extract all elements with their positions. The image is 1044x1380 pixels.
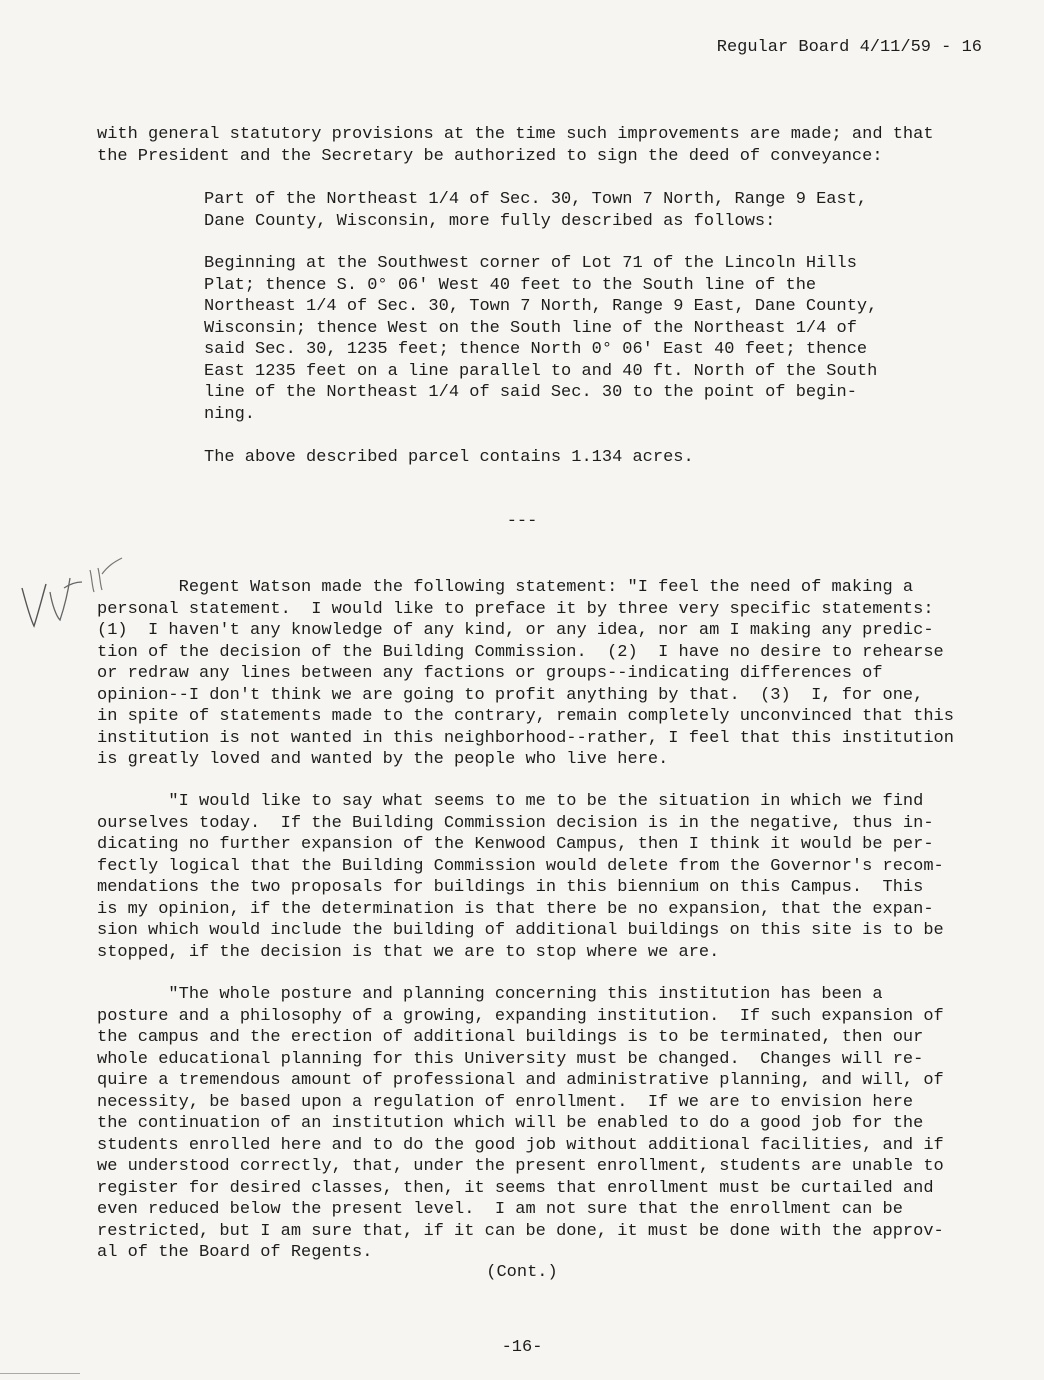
intro-paragraph (97, 124, 934, 167)
text-line: "I would like to say what seems to me to be the situation in which we find (97, 792, 924, 811)
text-line: Dane County, Wisconsin, more fully described as follows: (204, 211, 776, 231)
text-line: line of the Northeast 1/4 of said Sec. 30 to the point of begin- (204, 383, 857, 402)
text-line: Wisconsin; thence West on the South line of the Northeast 1/4 of (204, 318, 857, 338)
text-line: restricted, but I am sure that, if it can be done, it must be done with the approv- (97, 1221, 944, 1241)
text-line: whole educational planning for this University must be changed. Changes will re- (97, 1049, 924, 1069)
text-line: East 1235 feet on a line parallel to and 40 ft. North of the South (204, 361, 878, 381)
text-line: fectly logical that the Building Commission would delete from the Governor's recom- (97, 856, 944, 876)
text-line: Plat; thence S. 0° 06' West 40 feet to the South line of the (204, 275, 817, 295)
watson-statement-paragraph-1 (97, 577, 954, 771)
watson-statement-paragraph-2 (97, 791, 944, 963)
text-line: Part of the Northeast 1/4 of Sec. 30, Town 7 North, Range 9 East, (204, 190, 868, 209)
text-line: with general statutory provisions at the time such improvements are made; and that (97, 125, 934, 144)
text-line: quire a tremendous amount of professional and administrative planning, and will, of (97, 1071, 944, 1090)
text-line: tion of the decision of the Building Commission. (2) I have no desire to rehearse (97, 642, 944, 662)
scan-edge-mark (0, 1373, 80, 1380)
section-separator: --- (506, 512, 538, 531)
page-header: Regular Board 4/11/59 - 16 (716, 38, 982, 57)
text-line: register for desired classes, then, it seems that enrollment must be curtailed and (97, 1178, 934, 1198)
parcel-heading (204, 189, 867, 232)
text-line: ning. (204, 404, 256, 424)
text-line: mendations the two proposals for buildings in this biennium on this Campus. This (97, 878, 924, 897)
text-line: ourselves today. If the Building Commission decision is in the negative, thus in- (97, 813, 934, 833)
text-line: Regent Watson made the following statement: "I feel the need of making a (97, 578, 914, 597)
parcel-acreage: The above described parcel contains 1.134 acres. (204, 448, 694, 467)
text-line: (1) I haven't any knowledge of any kind, or any idea, nor am I making any predic- (97, 621, 934, 640)
text-line: al of the Board of Regents. (97, 1243, 373, 1262)
watson-statement-paragraph-3 (97, 984, 944, 1264)
text-line: we understood correctly, that, under the present enrollment, students are unable to (97, 1157, 944, 1176)
text-line: Beginning at the Southwest corner of Lot 71 of the Lincoln Hills (204, 254, 857, 273)
text-line: sion which would include the building of additional buildings on this site is to be (97, 921, 944, 940)
text-line: or redraw any lines between any factions or groups--indicating differences of (97, 664, 883, 683)
parcel-description (204, 253, 877, 425)
text-line: Northeast 1/4 of Sec. 30, Town 7 North, Range 9 East, Dane County, (204, 297, 878, 316)
text-line: even reduced below the present level. I am not sure that the enrollment can be (97, 1200, 903, 1219)
text-line: the campus and the erection of additional buildings is to be terminated, then our (97, 1028, 924, 1047)
continued-marker: (Cont.) (486, 1263, 558, 1282)
text-line: is greatly loved and wanted by the people who live here. (97, 750, 669, 769)
text-line: personal statement. I would like to preface it by three very specific statements: (97, 599, 934, 619)
text-line: the President and the Secretary be authorized to sign the deed of conveyance: (97, 146, 883, 166)
text-line: "The whole posture and planning concerning this institution has been a (97, 985, 883, 1004)
text-line: said Sec. 30, 1235 feet; thence North 0° 06' East 40 feet; thence (204, 340, 868, 359)
text-line: is my opinion, if the determination is that there be no expansion, that the expan- (97, 899, 934, 919)
text-line: in spite of statements made to the contrary, remain completely unconvinced that this (97, 707, 954, 726)
text-line: dicating no further expansion of the Kenwood Campus, then I think it would be per- (97, 835, 934, 854)
text-line: necessity, be based upon a regulation of enrollment. If we are to envision here (97, 1092, 914, 1112)
text-line: institution is not wanted in this neighborhood--rather, I feel that this institution (97, 728, 954, 748)
text-line: posture and a philosophy of a growing, expanding institution. If such expansion of (97, 1006, 944, 1026)
text-line: students enrolled here and to do the good job without additional facilities, and if (97, 1135, 944, 1155)
page-number: -16- (501, 1338, 543, 1357)
text-line: the continuation of an institution which will be enabled to do a good job for the (97, 1114, 924, 1133)
text-line: stopped, if the decision is that we are to stop where we are. (97, 942, 720, 962)
text-line: opinion--I don't think we are going to profit anything by that. (3) I, for one, (97, 685, 924, 705)
